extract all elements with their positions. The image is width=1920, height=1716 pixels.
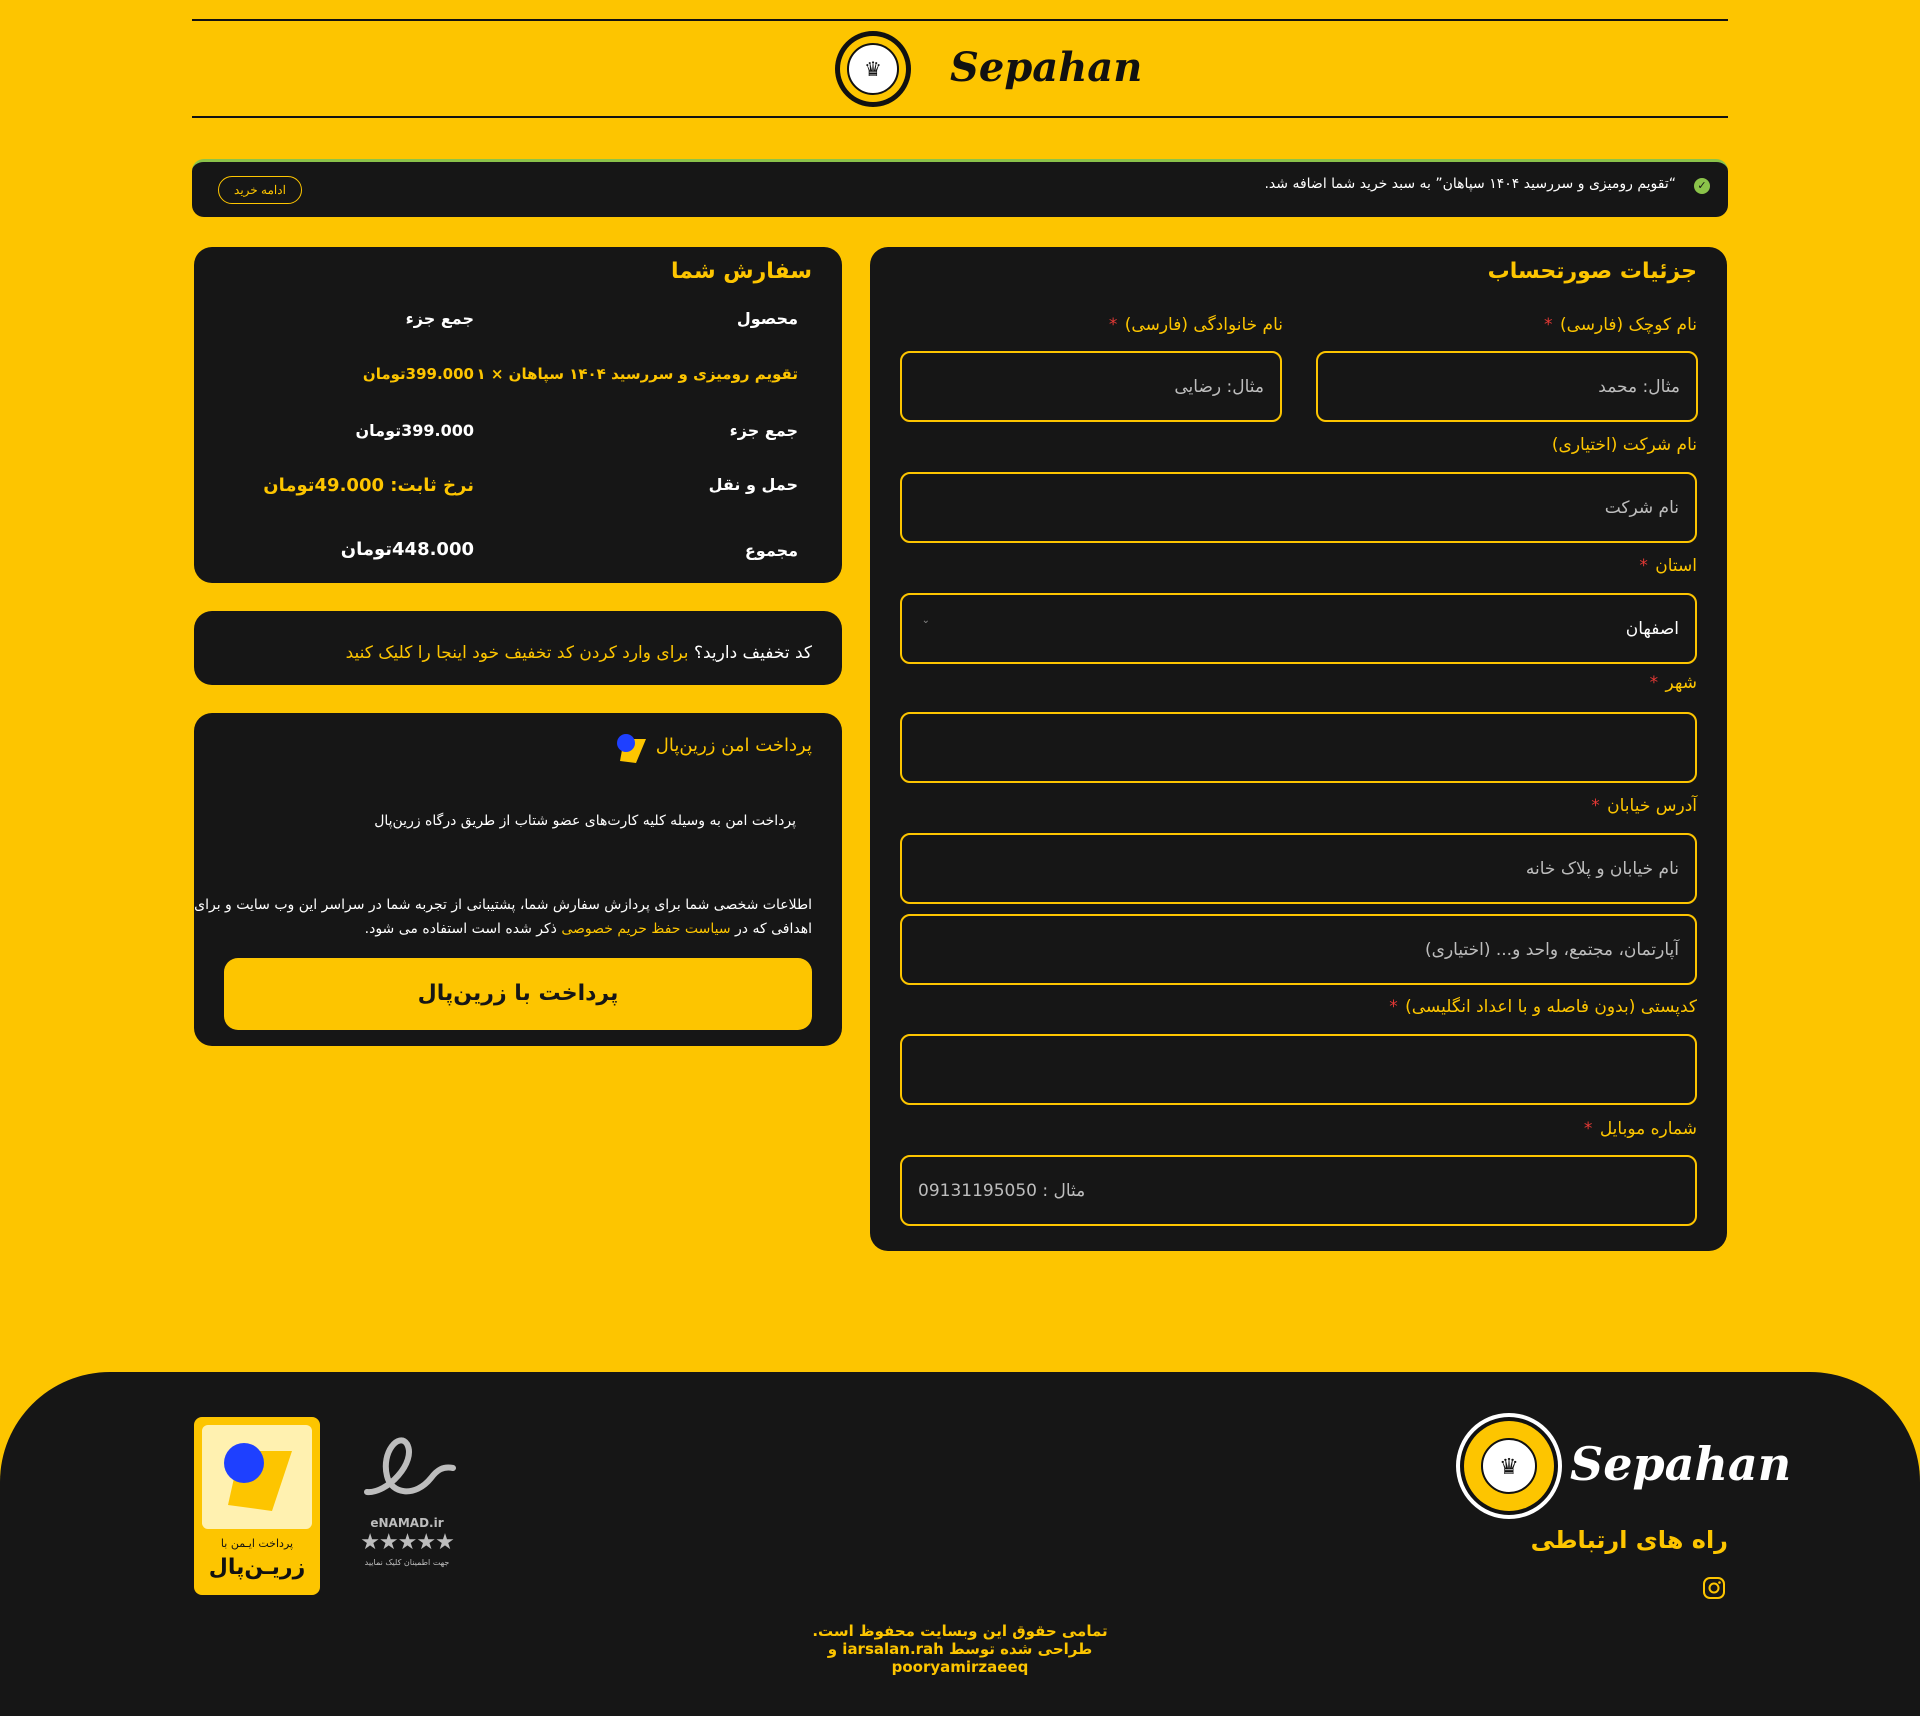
subtotal-column-header: جمع جزء [405, 309, 474, 328]
svg-text:♛: ♛ [1499, 1455, 1519, 1480]
header-bottom-rule [192, 116, 1728, 118]
continue-shopping-button[interactable]: ادامه خرید [218, 176, 302, 204]
chevron-down-icon: ⌄ [921, 615, 930, 626]
postcode-label: کدپستی (بدون فاصله و با اعداد انگلیسی) * [1389, 997, 1697, 1017]
coupon-panel [194, 611, 842, 685]
zarinpal-icon [614, 731, 648, 765]
street-address-field[interactable]: نام خیابان و پلاک خانه [900, 833, 1697, 904]
notice-message: “تقویم رومیزی و سررسید ۱۴۰۴ سپاهان” به سبد خرید شما اضافه شد. [1264, 176, 1676, 192]
cart-notice [192, 159, 1728, 217]
subtotal-label: جمع جزء [729, 421, 798, 440]
order-item-name: تقویم رومیزی و سررسید ۱۴۰۴ سپاهان × ۱ [476, 365, 798, 383]
privacy-notice: اطلاعات شخصی شما برای پردازش سفارش شما، پشتیبانی از تجربه شما در سراسر این وب سایت و برای اهدافی که در سیاست حفظ حریم خصوصی ذکر شده است استفاده می شود. [194, 897, 812, 937]
province-label: استان * [1639, 556, 1697, 576]
company-label: نام شرکت (اختیاری) [1551, 435, 1697, 455]
coupon-text [346, 643, 812, 663]
instagram-icon[interactable] [1702, 1576, 1726, 1600]
payment-panel [194, 713, 842, 1046]
shipping-label: حمل و نقل [708, 475, 798, 494]
apartment-field[interactable]: آپارتمان، مجتمع، واحد و... (اختیاری) [900, 914, 1697, 985]
contact-title: راه های ارتباطی [1530, 1526, 1728, 1554]
order-item-price: 399.000تومان [362, 365, 474, 383]
site-footer [0, 1372, 1920, 1716]
province-select[interactable]: اصفهان ⌄ [900, 593, 1697, 664]
pay-with-zarinpal-button[interactable]: پرداخت با زرین‌پال [224, 958, 812, 1030]
order-summary-panel [194, 247, 842, 583]
billing-title: جزئیات صورتحساب [1487, 259, 1697, 284]
enamad-stars: ★★★★★ [360, 1530, 454, 1555]
privacy-policy-link[interactable]: سیاست حفظ حریم خصوصی [561, 921, 731, 937]
mobile-field[interactable]: مثال : 09131195050 [900, 1155, 1697, 1226]
city-field[interactable] [900, 712, 1697, 783]
last-name-label: نام خانوادگی (فارسی) * [1108, 315, 1283, 335]
sepahan-logo-icon[interactable] [833, 29, 913, 109]
payment-description: پرداخت امن به وسیله کلیه کارت‌های عضو شتاب از طریق درگاه زرین‌پال [374, 813, 796, 829]
zarinpal-method-label[interactable]: پرداخت امن زرین‌پال [655, 735, 812, 756]
total-label: مجموع [744, 541, 798, 560]
enamad-trust-badge[interactable] [352, 1432, 462, 1572]
coupon-link[interactable]: برای وارد کردن کد تخفیف خود اینجا را کلیک کنید [345, 643, 689, 663]
address-label: آدرس خیابان * [1591, 796, 1697, 816]
billing-details-panel [870, 247, 1727, 1251]
subtotal-value: 399.000تومان [355, 421, 474, 440]
shipping-value: نرخ ثابت: 49.000تومان [263, 475, 474, 496]
postcode-field[interactable] [900, 1034, 1697, 1105]
order-title: سفارش شما [670, 259, 812, 284]
check-icon: ✓ [1694, 178, 1710, 194]
svg-text:♛: ♛ [864, 57, 882, 81]
mobile-label: شماره موبایل * [1583, 1119, 1697, 1139]
coupon-question: کد تخفیف دارید؟ [693, 643, 812, 663]
zarinpal-trust-badge[interactable] [194, 1417, 320, 1595]
sepahan-footer-logo-icon[interactable] [1455, 1412, 1563, 1520]
zarinpal-badge-icon [220, 1439, 296, 1515]
copyright: تمامی حقوق این وبسایت محفوظ است. طراحی شده توسط iarsalan.rah و pooryamirzaeeq [812, 1622, 1108, 1676]
first-name-label: نام کوچک (فارسی) * [1544, 315, 1697, 335]
city-label: شهر * [1649, 673, 1697, 693]
enamad-logo-icon [357, 1432, 457, 1510]
product-column-header: محصول [736, 309, 798, 328]
header-top-rule [192, 19, 1728, 21]
zarinpal-badge-line1: پرداخت ایـمن با [220, 1537, 294, 1550]
zarinpal-badge-logo-area [202, 1425, 312, 1529]
first-name-field[interactable]: مثال: محمد [1316, 351, 1698, 422]
enamad-sub: جهت اطمینان کلیک نمایید [364, 1558, 450, 1567]
zarinpal-badge-line2: زریـن‌پال [208, 1555, 306, 1580]
company-field[interactable]: نام شرکت [900, 472, 1697, 543]
enamad-text: eNAMAD.ir [370, 1516, 444, 1530]
total-value: 448.000تومان [340, 539, 474, 560]
last-name-field[interactable]: مثال: رضایی [900, 351, 1282, 422]
sepahan-wordmark[interactable]: Sepahan [950, 44, 1143, 91]
sepahan-footer-wordmark[interactable]: Sepahan [1570, 1437, 1792, 1491]
